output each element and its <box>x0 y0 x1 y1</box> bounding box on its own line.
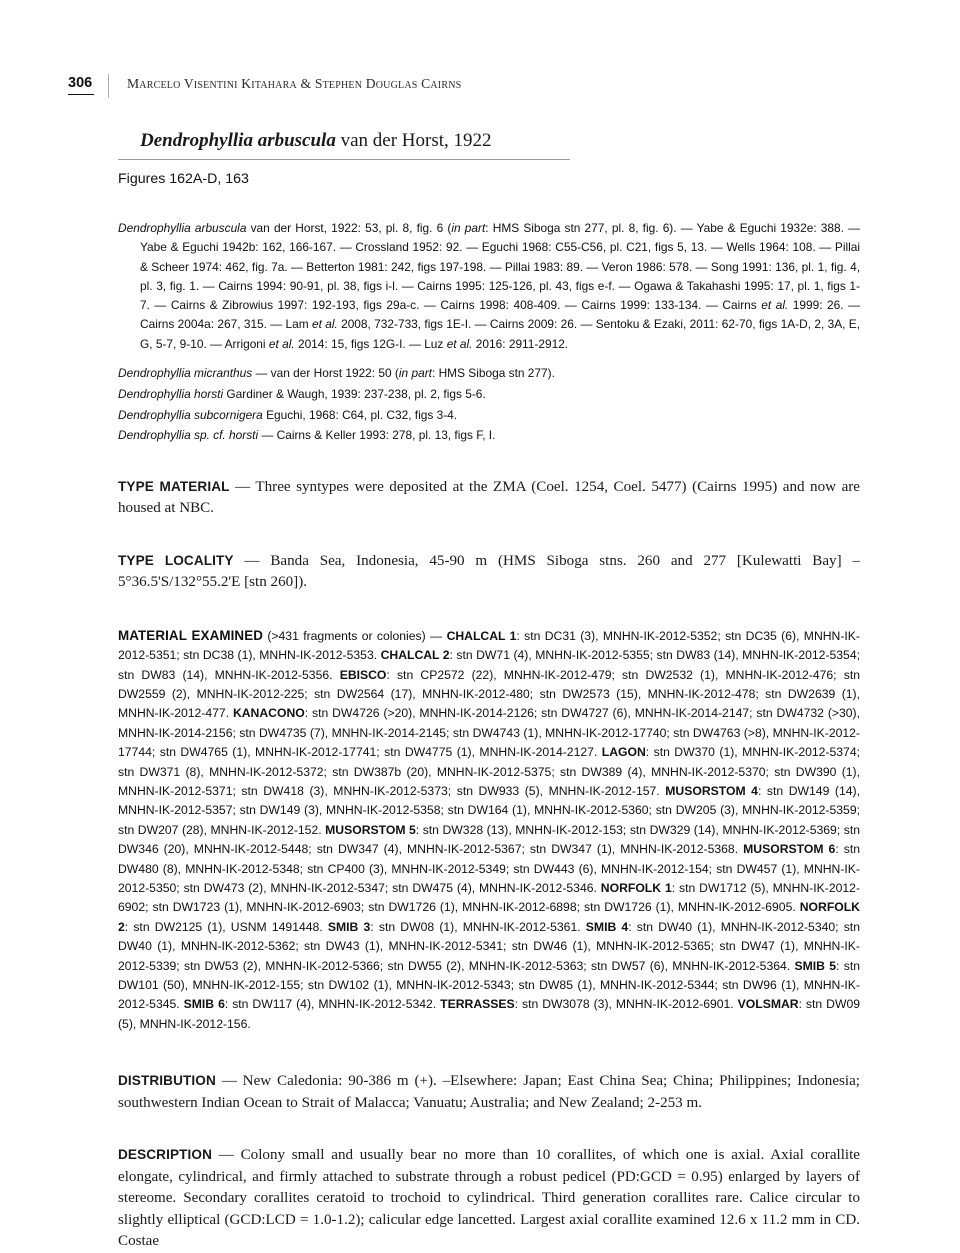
type-material-label: TYPE MATERIAL <box>118 478 230 494</box>
description-section <box>118 1144 860 1253</box>
material-campaign-name: NORFOLK 1 <box>600 881 672 896</box>
material-campaign-records: : stn DW328 (13), MNHN-IK-2012-153; stn DW329 (14), MNHN-IK-2012-5369; stn DW346 (20), MNHN-IK-2012-5448; stn DW347 (4), MNHN-IK-2012-5367; stn DW347 (1), MNHN-IK-2012-5368. <box>118 822 860 857</box>
material-campaign-records: : stn DW4726 (>20), MNHN-IK-2014-2126; stn DW4727 (6), MNHN-IK-2014-2147; stn DW4732 (>30), MNHN-IK-2014-2156; stn DW4735 (7), MNHN-IK-2014-2145; stn DW4743 (1), MNHN-IK-2012-17740; stn DW4763 (>8), MNHN-IK-2012-17744; stn DW4765 (1), MNHN-IK-2012-17741; stn DW4775 (1), MNHN-IK-2014-2127. <box>118 706 860 760</box>
latin-abbrev: in part <box>398 366 432 381</box>
synonymy-text: Eguchi, 1968: C64, pl. C32, figs 3-4. <box>262 407 458 422</box>
material-campaign-name: CHALCAL 1 <box>446 628 517 643</box>
synonymy-primary-taxon: Dendrophyllia arbuscula <box>118 221 247 235</box>
type-material-text: — Three syntypes were deposited at the ZMA (Coel. 1254, Coel. 5477) (Cairns 1995) and now are housed at NBC. <box>118 478 860 517</box>
material-examined-intro: (>431 fragments or colonies) — <box>263 628 447 643</box>
material-campaign-name: SMIB 5 <box>794 958 837 973</box>
synonymy-entry <box>118 364 860 383</box>
synonymy-entry <box>118 426 860 445</box>
material-campaign-records: : stn DW117 (4), MNHN-IK-2012-5342. <box>224 997 441 1012</box>
material-campaign-name: TERRASSES <box>440 997 515 1012</box>
synonymy-entry <box>118 406 860 425</box>
synonymy-entry <box>118 385 860 404</box>
material-campaign-records: : stn DW101 (50), MNHN-IK-2012-155; stn DW102 (1), MNHN-IK-2012-5343; stn DW85 (1), MNHN-IK-2012-5344; stn DW96 (1), MNHN-IK-2012-5345. <box>118 958 861 1012</box>
material-campaign-records: : stn DW370 (1), MNHN-IK-2012-5374; stn DW371 (8), MNHN-IK-2012-5372; stn DW387b (20), MNHN-IK-2012-5375; stn DW389 (4), MNHN-IK-2012-5370; stn DW390 (1), MNHN-IK-2012-5371; stn DW418 (3), MNHN-IK-2012-5373; stn DW933 (5), MNHN-IK-2012-157. <box>118 745 860 799</box>
distribution-text: — New Caledonia: 90-386 m (+). –Elsewhere: Japan; East China Sea; China; Philippines; Indonesia; southwestern Indian Ocean to Strait of Malacca; Vanuatu; Australia; and New Zealand; 2-253 m. <box>118 1073 860 1111</box>
description-label: DESCRIPTION <box>118 1147 212 1163</box>
distribution-label: DISTRIBUTION <box>118 1073 216 1089</box>
latin-abbrev: in part <box>451 221 486 235</box>
material-campaign-name: MUSORSTOM 6 <box>743 842 836 857</box>
material-campaign-records: : stn DC31 (3), MNHN-IK-2012-5352; stn DC35 (6), MNHN-IK-2012-5351; stn DC38 (1), MNHN-IK-2012-5353. <box>118 628 860 663</box>
running-head-authors: Marcelo Visentini Kitahara & Stephen Douglas Cairns <box>127 76 462 91</box>
material-campaign-records: : stn DW149 (14), MNHN-IK-2012-5357; stn DW149 (3), MNHN-IK-2012-5358; stn DW164 (1), MNHN-IK-2012-5360; stn DW205 (3), MNHN-IK-2012-5359; stn DW207 (28), MNHN-IK-2012-152. <box>118 784 860 837</box>
species-heading <box>118 128 570 160</box>
material-campaign-records: : stn DW1712 (5), MNHN-IK-2012-6902; stn DW1723 (1), MNHN-IK-2012-6903; stn DW1726 (1), MNHN-IK-2012-6898; stn DW1726 (1), MNHN-IK-2012-6905. <box>118 881 861 915</box>
running-head-divider <box>108 74 109 98</box>
material-examined-section <box>118 626 860 1035</box>
species-authority-text: van der Horst, 1922 <box>340 130 492 151</box>
material-campaign-name: SMIB 4 <box>585 919 629 934</box>
distribution-section <box>118 1070 860 1114</box>
material-campaign-records: : stn DW480 (8), MNHN-IK-2012-5348; stn CP400 (3), MNHN-IK-2012-5349; stn DW443 (6), MNHN-IK-2012-154; stn DW457 (1), MNHN-IK-2012-5350; stn DW473 (2), MNHN-IK-2012-5347; stn DW475 (4), MNHN-IK-2012-5346. <box>118 842 861 896</box>
synonymy-taxon: Dendrophyllia subcornigera <box>118 407 263 422</box>
material-campaign-records: : stn DW09 (5), MNHN-IK-2012-156. <box>118 997 861 1031</box>
synonymy-taxon: Dendrophyllia horsti <box>118 386 224 401</box>
material-campaign-name: MUSORSTOM 5 <box>325 822 416 837</box>
material-campaign-name: SMIB 3 <box>327 919 371 934</box>
synonymy-text: — van der Horst 1922: 50 (in part: HMS Siboga stn 277). <box>252 366 555 381</box>
type-locality-label: TYPE LOCALITY <box>118 552 234 568</box>
material-campaign-records: : stn CP2572 (22), MNHN-IK-2012-479; stn DW2532 (1), MNHN-IK-2012-476; stn DW2559 (2), MNHN-IK-2012-225; stn DW2564 (17), MNHN-IK-2012-480; stn DW2573 (15), MNHN-IK-2012-478; stn DW2639 (1), MNHN-IK-2012-477. <box>118 667 860 721</box>
material-campaign-records: : stn DW3078 (3), MNHN-IK-2012-6901. <box>514 997 738 1012</box>
material-campaign-name: NORFOLK 2 <box>118 900 860 934</box>
material-campaign-name: CHALCAL 2 <box>380 648 450 663</box>
material-examined-label: MATERIAL EXAMINED <box>118 627 263 643</box>
material-examined-records <box>118 629 860 1031</box>
text-column <box>118 128 860 1253</box>
latin-abbrev: et al. <box>311 317 338 332</box>
synonymy-text: Gardiner & Waugh, 1939: 237-238, pl. 2, figs 5-6. <box>223 386 486 401</box>
material-campaign-records: : stn DW2125 (1), USNM 1491448. <box>124 919 328 934</box>
synonymy-primary-entry <box>118 219 860 354</box>
running-head <box>68 74 461 100</box>
species-name: Dendrophyllia arbuscula <box>140 130 336 151</box>
material-campaign-records: : stn DW71 (4), MNHN-IK-2012-5355; stn DW83 (14), MNHN-IK-2012-5354; stn DW83 (14), MNHN-IK-2012-5356. <box>118 648 860 682</box>
material-campaign-name: MUSORSTOM 4 <box>665 784 758 799</box>
material-campaign-name: VOLSMAR <box>737 997 799 1012</box>
material-campaign-records: : stn DW40 (1), MNHN-IK-2012-5340; stn DW40 (1), MNHN-IK-2012-5362; stn DW43 (1), MNHN-IK-2012-5341; stn DW46 (1), MNHN-IK-2012-5365; stn DW47 (1), MNHN-IK-2012-5339; stn DW53 (2), MNHN-IK-2012-5366; stn DW55 (2), MNHN-IK-2012-5363; stn DW57 (6), MNHN-IK-2012-5364. <box>118 919 860 973</box>
material-campaign-name: EBISCO <box>339 667 387 682</box>
page-number: 306 <box>68 74 94 95</box>
figure-reference: Figures 162A-D, 163 <box>118 171 249 187</box>
latin-abbrev: et al. <box>446 336 473 351</box>
synonymy-taxon: Dendrophyllia micranthus <box>118 366 253 381</box>
material-campaign-name: SMIB 6 <box>183 997 225 1012</box>
latin-abbrev: et al. <box>268 336 295 351</box>
synonymy-block <box>118 219 860 446</box>
material-campaign-name: LAGON <box>601 745 646 760</box>
material-campaign-name: KANACONO <box>232 706 305 721</box>
type-locality-text: — Banda Sea, Indonesia, 45-90 m (HMS Siboga stns. 260 and 277 [Kulewatti Bay] – 5°36.5'S/132°55.2'E [stn 260]). <box>118 552 860 591</box>
type-material-section <box>118 476 860 520</box>
material-campaign-records: : stn DW08 (1), MNHN-IK-2012-5361. <box>370 919 586 934</box>
synonymy-taxon: Dendrophyllia sp. cf. horsti <box>118 428 259 443</box>
type-locality-section <box>118 550 860 594</box>
synonymy-primary-text: van der Horst, 1922: 53, pl. 8, fig. 6 (in part: HMS Siboga stn 277, pl. 8, fig. 6). — Yabe & Eguchi 1932e: 388. — Yabe & Eguchi 1942b: 162, 166-167. — Crossland 1952: 92. — Eguchi 1968: C55-C56, pl. C21, figs 5, 13. — Wells 1964: 108. — Pillai & Scheer 1974: 462, fig. 7a. — Betterton 1981: 242, figs 197-198. — Pillai 1983: 89. — Veron 1986: 578. — Song 1991: 136, pl. 1, fig. 4, pl. 3, fig. 1. — Cairns 1994: 90-91, pl. 38, figs i-l. — Cairns 1995: 125-126, pl. 43, figs e-f. — Ogawa & Takahashi 1995: 17, pl. 1, figs 1-7. — Cairns & Zibrowius 1997: 192-193, figs 29a-c. — Cairns 1998: 408-409. — Cairns 1999: 133-134. — Cairns et al. 1999: 26. — Cairns 2004a: 267, 315. — Lam et al. 2008, 732-733, figs 1E-I. — Cairns 2009: 26. — Sentoku & Ezaki, 2011: 62-70, figs 1A-D, 2, 3A, E, G, 5-7, 9-10. — Arrigoni et al. 2014: 15, figs 12G-I. — Luz et al. 2016: 2911-2912. <box>140 221 861 351</box>
description-text: — Colony small and usually bear no more than 10 corallites, of which one is axial. Axial corallite elongate, cylindrical, and firmly attached to substrate through a robust pedicel (PD:GCD = 0.95) enlarged by layers of stereome. Secondary corallites ceratoid to trochoid to cylindrical. Third generation corallites rare. Calice circular to slightly elliptical (GCD:LCD = 1.0-1.2); calicular edge lancetted. Largest axial corallite examined 12.6 x 11.2 mm in CD. Costae <box>118 1147 860 1250</box>
latin-abbrev: et al. <box>761 298 789 313</box>
synonymy-text: — Cairns & Keller 1993: 278, pl. 13, figs F, I. <box>258 428 496 443</box>
